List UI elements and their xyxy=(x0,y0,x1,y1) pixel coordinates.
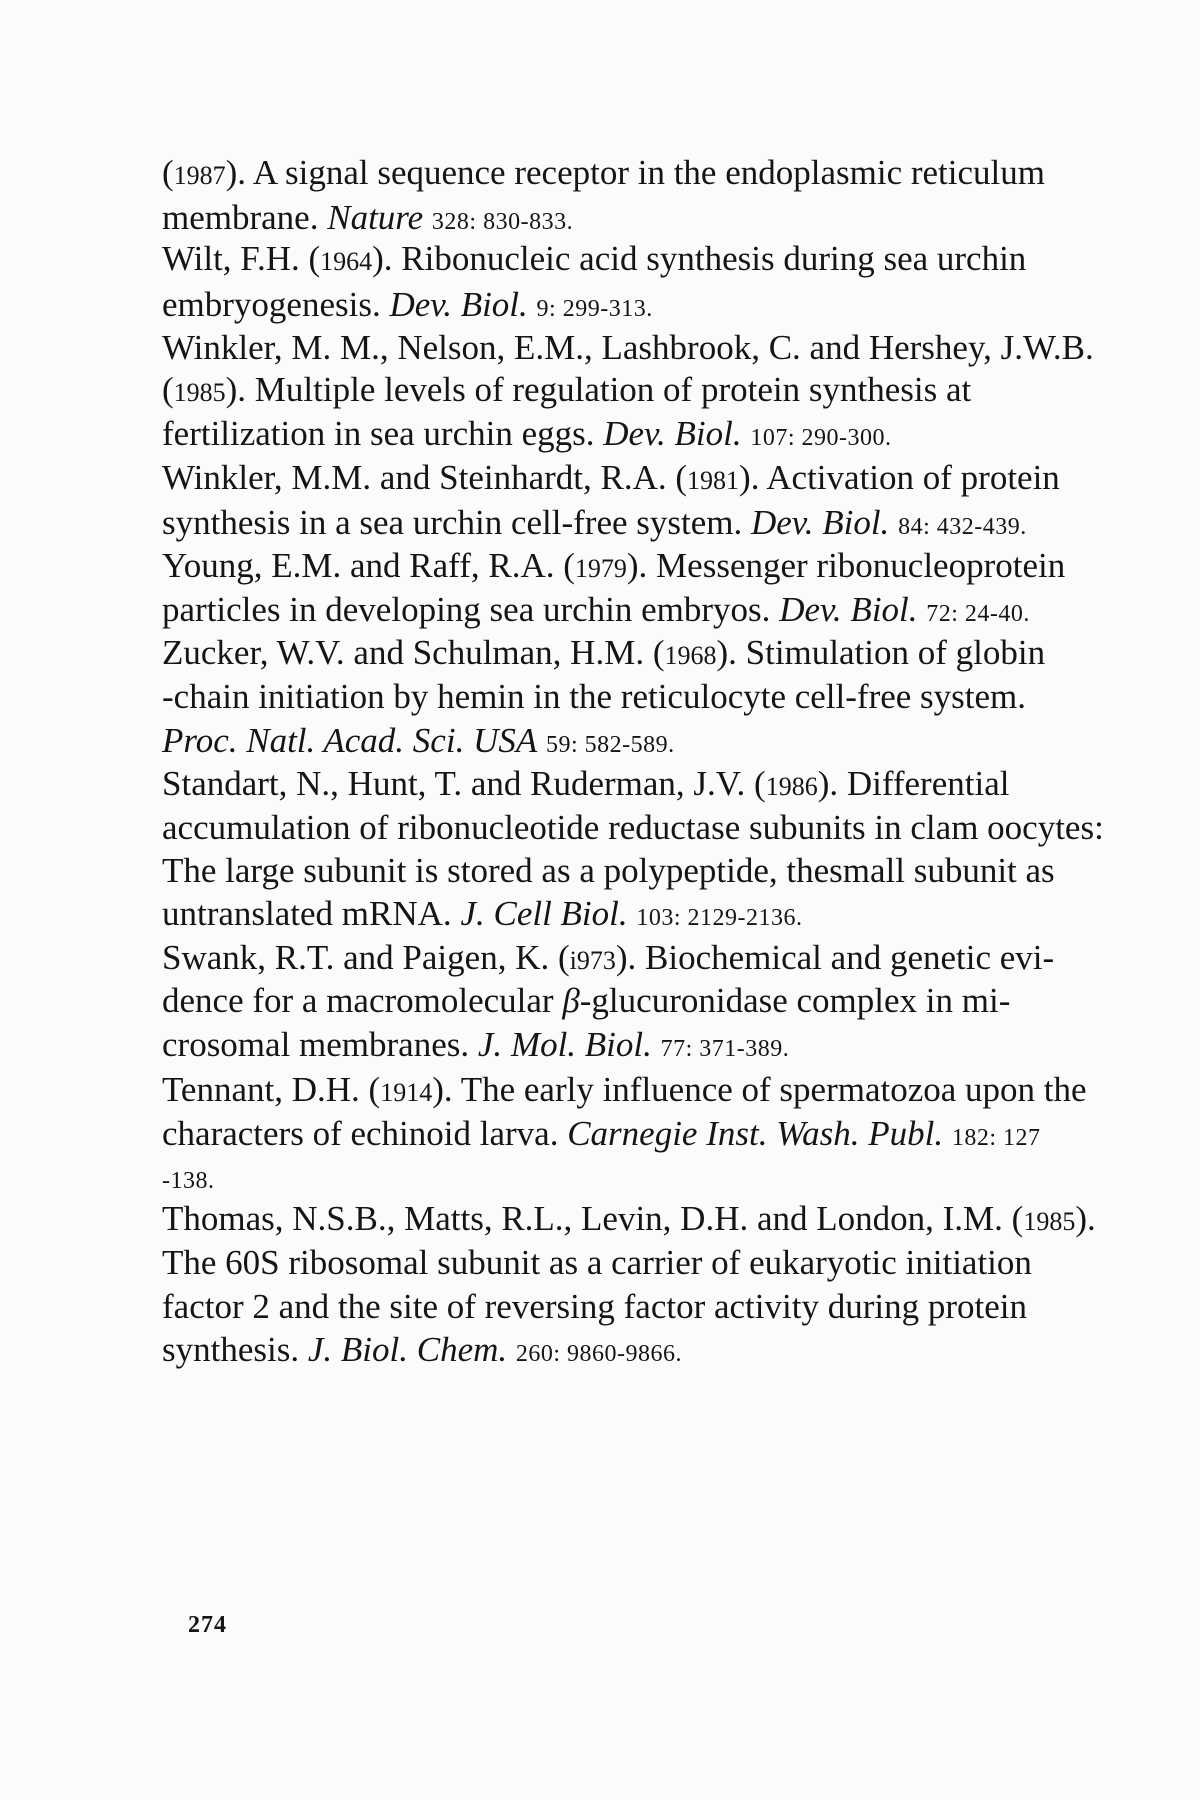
reference-entry-wilt-cont: embryogenesis. Dev. Biol. 9: 299-313. xyxy=(162,285,653,324)
reference-entry-zucker-cont2: Proc. Natl. Acad. Sci. USA 59: 582-589. xyxy=(162,721,675,760)
reference-entry-swank: Swank, R.T. and Paigen, K. (i973). Biochemical and genetic evi- xyxy=(162,938,1055,977)
reference-entry-zucker-cont: -chain initiation by hemin in the reticulocyte cell-free system. xyxy=(162,677,1027,716)
reference-entry-young-cont: particles in developing sea urchin embryos. Dev. Biol. 72: 24-40. xyxy=(162,590,1030,629)
reference-entry-winkler-1981: Winkler, M.M. and Steinhardt, R.A. (1981). Activation of protein xyxy=(162,458,1060,497)
reference-entry-winkler-1985-cont: (1985). Multiple levels of regulation of protein synthesis at xyxy=(162,370,972,409)
reference-entry-1-cont: membrane. Nature 328: 830-833. xyxy=(162,198,574,237)
reference-entry-standart: Standart, N., Hunt, T. and Ruderman, J.V. (1986). Differential xyxy=(162,764,1010,803)
reference-entry-standart-cont3: untranslated mRNA. J. Cell Biol. 103: 2129-2136. xyxy=(162,894,803,933)
reference-entry-young: Young, E.M. and Raff, R.A. (1979). Messenger ribonucleoprotein xyxy=(162,546,1066,585)
reference-entry-tennant: Tennant, D.H. (1914). The early influence of spermatozoa upon the xyxy=(162,1070,1087,1109)
page-number: 274 xyxy=(188,1612,227,1638)
reference-entry-thomas-cont3: synthesis. J. Biol. Chem. 260: 9860-9866. xyxy=(162,1330,683,1369)
reference-entry-winkler-1985: Winkler, M. M., Nelson, E.M., Lashbrook, C. and Hershey, J.W.B. xyxy=(162,328,1094,367)
reference-entry-1: (1987). A signal sequence receptor in the endoplasmic reticulum xyxy=(162,153,1045,192)
reference-entry-thomas-cont: The 60S ribosomal subunit as a carrier of eukaryotic initiation xyxy=(162,1243,1032,1282)
reference-entry-thomas: Thomas, N.S.B., Matts, R.L., Levin, D.H. and London, I.M. (1985). xyxy=(162,1199,1096,1238)
reference-entry-swank-cont: dence for a macromolecular β-glucuronidase complex in mi- xyxy=(162,981,1011,1020)
reference-entry-zucker: Zucker, W.V. and Schulman, H.M. (1968). Stimulation of globin xyxy=(162,633,1046,672)
reference-entry-tennant-cont2: -138. xyxy=(162,1168,215,1194)
reference-entry-wilt: Wilt, F.H. (1964). Ribonucleic acid synthesis during sea urchin xyxy=(162,239,1027,278)
reference-entry-winkler-1981-cont: synthesis in a sea urchin cell-free system. Dev. Biol. 84: 432-439. xyxy=(162,503,1027,542)
reference-entry-standart-cont: accumulation of ribonucleotide reductase subunits in clam oocytes: xyxy=(162,808,1104,847)
reference-entry-standart-cont2: The large subunit is stored as a polypeptide, thesmall subunit as xyxy=(162,851,1055,890)
reference-entry-thomas-cont2: factor 2 and the site of reversing factor activity during protein xyxy=(162,1287,1027,1326)
reference-entry-swank-cont2: crosomal membranes. J. Mol. Biol. 77: 371-389. xyxy=(162,1025,790,1064)
reference-entry-winkler-1985-cont2: fertilization in sea urchin eggs. Dev. Biol. 107: 290-300. xyxy=(162,414,892,453)
reference-entry-tennant-cont: characters of echinoid larva. Carnegie Inst. Wash. Publ. 182: 127 xyxy=(162,1114,1041,1153)
